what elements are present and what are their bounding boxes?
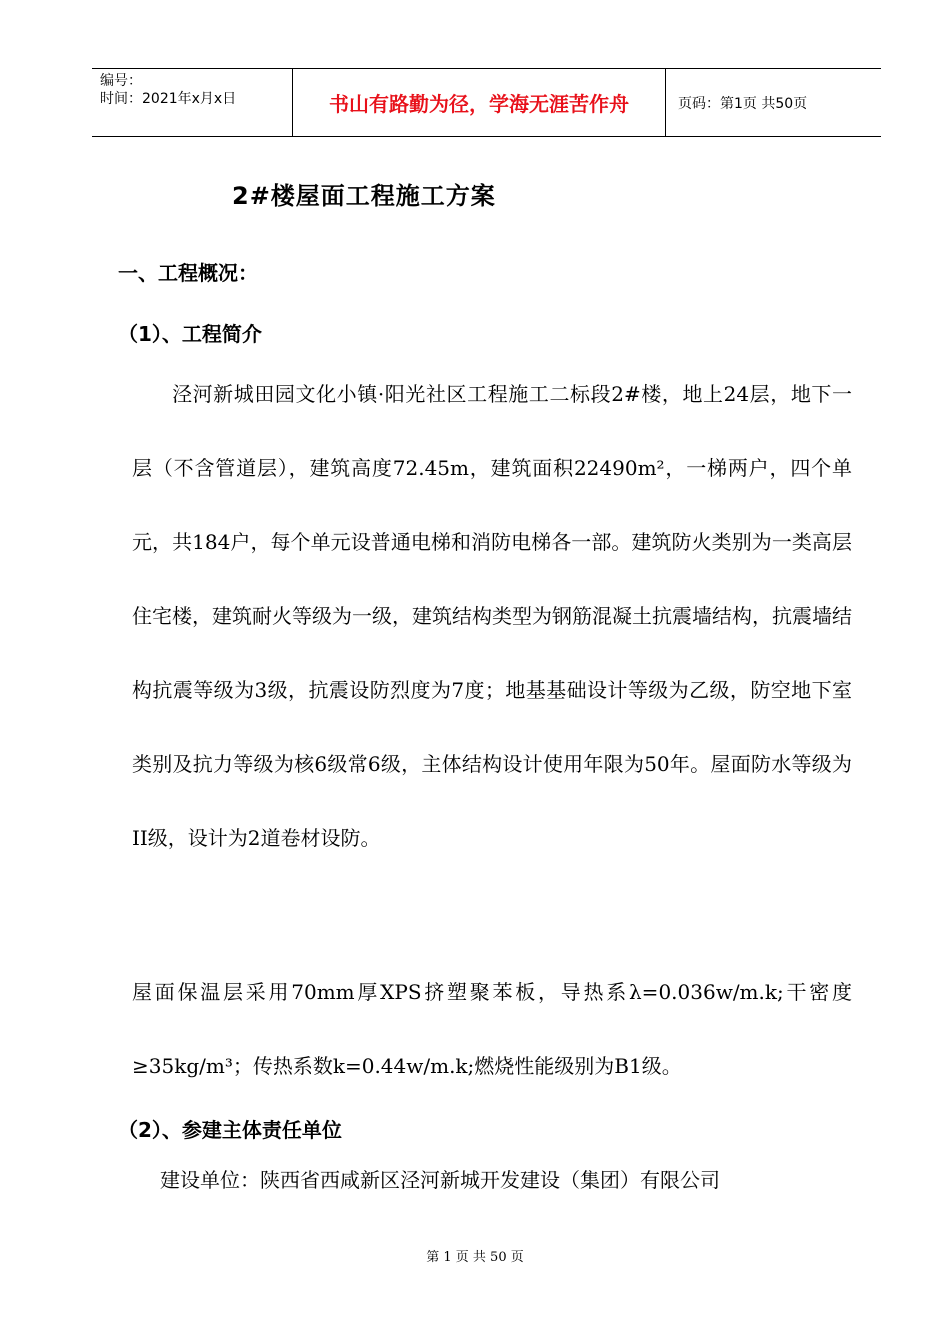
document-number-label: 编号： bbox=[100, 73, 142, 89]
builder-line: 建设单位：陕西省西咸新区泾河新城开发建设（集团）有限公司 bbox=[160, 1168, 720, 1192]
paragraph-insulation: 屋面保温层采用70mm厚XPS挤塑聚苯板，导热系λ=0.036w/m.k;干密度≥35kg/m³；传热系数k=0.44w/m.k;燃烧性能级别为B1级。 bbox=[132, 980, 852, 1078]
section-heading-overview: 一、工程概况： bbox=[118, 261, 258, 285]
page-header bbox=[92, 68, 881, 137]
subsection-heading-intro: （1）、工程简介 bbox=[118, 322, 262, 346]
subsection-heading-parties: （2）、参建主体责任单位 bbox=[118, 1118, 342, 1142]
header-meta bbox=[92, 69, 293, 136]
header-motto: 书山有路勤为径，学海无涯苦作舟 bbox=[293, 69, 666, 136]
header-page-info: 页码：第1页 共50页 bbox=[678, 95, 808, 112]
page-footer: 第 1 页 共 50 页 bbox=[426, 1250, 524, 1265]
document-title: 2#楼屋面工程施工方案 bbox=[232, 182, 496, 210]
document-time-label: 时间：2021年x月x日 bbox=[100, 91, 237, 107]
paragraph-project-intro: 泾河新城田园文化小镇·阳光社区工程施工二标段2#楼，地上24层，地下一层（不含管道层），建筑高度72.45m，建筑面积22490m²，一梯两户，四个单元，共184户，每个单元设普通电梯和消防电梯各一部。建筑防火类别为一类高层住宅楼，建筑耐火等级为一级，建筑结构类型为钢筋混凝土抗震墙结构，抗震墙结构抗震等级为3级，抗震设防烈度为7度；地基基础设计等级为乙级，防空地下室类别及抗力等级为核6级常6级，主体结构设计使用年限为50年。屋面防水等级为II级，设计为2道卷材设防。 bbox=[132, 382, 852, 850]
